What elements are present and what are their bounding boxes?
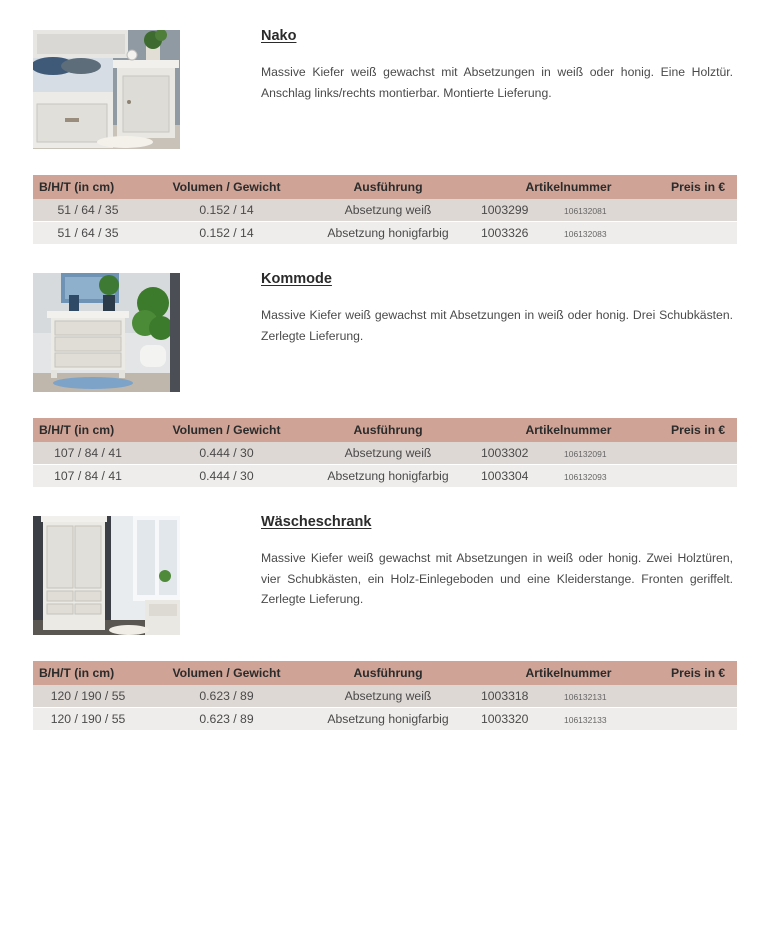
spec-table (33, 661, 737, 731)
table-row (33, 708, 737, 731)
cell-finish: Absetzung honigfarbig (310, 465, 466, 488)
cell-price (671, 199, 737, 222)
cell-dimensions: 51 / 64 / 35 (33, 222, 143, 245)
article-sub-number: 106132093 (564, 472, 607, 482)
cell-article-number (466, 685, 671, 708)
cell-article-number (466, 708, 671, 731)
product-description: Massive Kiefer weiß gewachst mit Absetzungen in weiß oder honig. Zwei Holztüren, vier Schubkästen, ein Holz-Einlegeboden und eine Kleiderstange. Fronten geriffelt. Zerlegte Lieferung. (261, 551, 733, 606)
article-sub-number: 106132081 (564, 206, 607, 216)
product-description: Massive Kiefer weiß gewachst mit Absetzungen in weiß oder honig. Drei Schubkästen. Zerlegte Lieferung. (261, 308, 733, 343)
product-title: Nako (261, 28, 297, 44)
table-row (33, 199, 737, 222)
header-price: Preis in € (671, 418, 737, 442)
product-title: Kommode (261, 271, 332, 287)
header-article-number: Artikelnummer (466, 175, 671, 199)
article-number: 1003304 (481, 469, 529, 483)
cell-dimensions: 107 / 84 / 41 (33, 442, 143, 465)
article-number: 1003299 (481, 203, 529, 217)
header-price: Preis in € (671, 175, 737, 199)
header-finish: Ausführung (310, 661, 466, 685)
header-article-number: Artikelnummer (466, 418, 671, 442)
cell-price (671, 685, 737, 708)
cell-finish: Absetzung weiß (310, 685, 466, 708)
cell-volume-weight: 0.623 / 89 (143, 708, 310, 731)
product-title: Wäscheschrank (261, 514, 372, 530)
cell-dimensions: 107 / 84 / 41 (33, 465, 143, 488)
cell-dimensions: 51 / 64 / 35 (33, 199, 143, 222)
cell-article-number (466, 199, 671, 222)
cell-price (671, 222, 737, 245)
cell-dimensions: 120 / 190 / 55 (33, 708, 143, 731)
cell-finish: Absetzung honigfarbig (310, 222, 466, 245)
article-number: 1003302 (481, 446, 529, 460)
product-description: Massive Kiefer weiß gewachst mit Absetzungen in weiß oder honig. Eine Holztür. Anschlag links/rechts montierbar. Montierte Lieferung. (261, 65, 733, 100)
cell-dimensions: 120 / 190 / 55 (33, 685, 143, 708)
table-row (33, 685, 737, 708)
header-article-number: Artikelnummer (466, 661, 671, 685)
header-dimensions: B/H/T (in cm) (33, 418, 143, 442)
article-sub-number: 106132133 (564, 715, 607, 725)
cell-article-number (466, 222, 671, 245)
spec-table (33, 175, 737, 245)
cell-volume-weight: 0.152 / 14 (143, 199, 310, 222)
spec-table-header (33, 418, 737, 442)
product-image-kommode (33, 273, 180, 392)
article-sub-number: 106132131 (564, 692, 607, 702)
article-sub-number: 106132091 (564, 449, 607, 459)
spec-table (33, 418, 737, 488)
article-sub-number: 106132083 (564, 229, 607, 239)
cell-price (671, 465, 737, 488)
cell-article-number (466, 465, 671, 488)
header-volume-weight: Volumen / Gewicht (143, 418, 310, 442)
table-row (33, 222, 737, 245)
product-image-waescheschrank (33, 516, 180, 635)
header-finish: Ausführung (310, 418, 466, 442)
cell-finish: Absetzung weiß (310, 199, 466, 222)
cell-finish: Absetzung honigfarbig (310, 708, 466, 731)
spec-table-header (33, 661, 737, 685)
article-number: 1003326 (481, 226, 529, 240)
header-price: Preis in € (671, 661, 737, 685)
article-number: 1003320 (481, 712, 529, 726)
header-dimensions: B/H/T (in cm) (33, 661, 143, 685)
header-volume-weight: Volumen / Gewicht (143, 661, 310, 685)
cell-volume-weight: 0.623 / 89 (143, 685, 310, 708)
table-row (33, 442, 737, 465)
header-volume-weight: Volumen / Gewicht (143, 175, 310, 199)
table-row (33, 465, 737, 488)
cell-price (671, 708, 737, 731)
spec-table-header (33, 175, 737, 199)
header-finish: Ausführung (310, 175, 466, 199)
cell-finish: Absetzung weiß (310, 442, 466, 465)
cell-volume-weight: 0.152 / 14 (143, 222, 310, 245)
cell-volume-weight: 0.444 / 30 (143, 442, 310, 465)
cell-article-number (466, 442, 671, 465)
header-dimensions: B/H/T (in cm) (33, 175, 143, 199)
article-number: 1003318 (481, 689, 529, 703)
cell-volume-weight: 0.444 / 30 (143, 465, 310, 488)
cell-price (671, 442, 737, 465)
product-image-nako (33, 30, 180, 149)
